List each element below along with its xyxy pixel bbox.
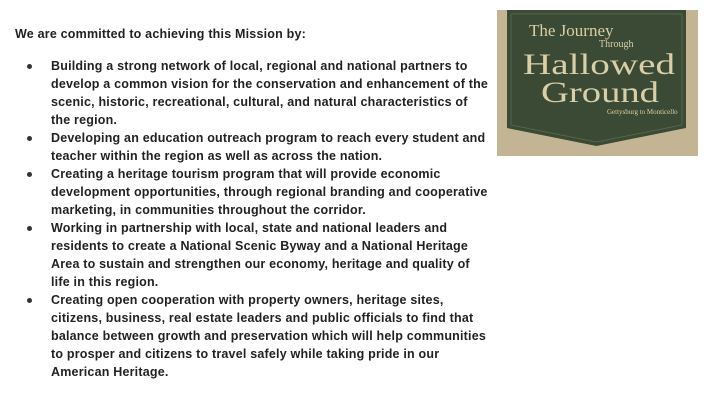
- mission-bullet-list: [20, 57, 490, 381]
- logo-banner: [507, 10, 686, 146]
- bullet-icon: [27, 226, 32, 231]
- bullet-text: Creating a heritage tourism program that will provide economic development opportunities, through regional branding and cooperative marketing, in communities throughout the corridor.: [51, 167, 488, 217]
- logo-line-3: Hallowed: [523, 48, 675, 81]
- bullet-icon: [27, 172, 32, 177]
- list-item: [20, 165, 490, 219]
- logo-line-4: Ground: [541, 76, 659, 109]
- list-item: [20, 291, 490, 381]
- hallowed-ground-logo: [497, 10, 698, 156]
- logo-line-1: The Journey: [529, 21, 614, 40]
- bullet-text: Building a strong network of local, regional and national partners to develop a common vision for the conservation and enhancement of the scenic, historic, recreational, cultural, and natural characteristics of the region.: [51, 59, 489, 127]
- bullet-icon: [27, 136, 32, 141]
- bullet-text: Developing an education outreach program to reach every student and teacher within the region as well as across the nation.: [51, 131, 486, 163]
- mission-heading: We are committed to achieving this Mission by:: [15, 27, 306, 41]
- bullet-icon: [27, 298, 32, 303]
- logo-line-5: Gettysburg to Monticello: [607, 108, 678, 116]
- list-item: [20, 219, 490, 291]
- list-item: [20, 57, 490, 129]
- bullet-text: Creating open cooperation with property owners, heritage sites, citizens, business, real estate leaders and public officials to find that balance between growth and preservation which will help communities to prosper and citizens to travel safely while taking pride in our American Heritage.: [51, 293, 487, 379]
- bullet-icon: [27, 64, 32, 69]
- list-item: [20, 129, 490, 165]
- logo-line-2: Through: [599, 39, 634, 50]
- bullet-text: Working in partnership with local, state and national leaders and residents to create a National Scenic Byway and a National Heritage Area to sustain and strengthen our economy, heritage and quality of life in this region.: [51, 221, 470, 289]
